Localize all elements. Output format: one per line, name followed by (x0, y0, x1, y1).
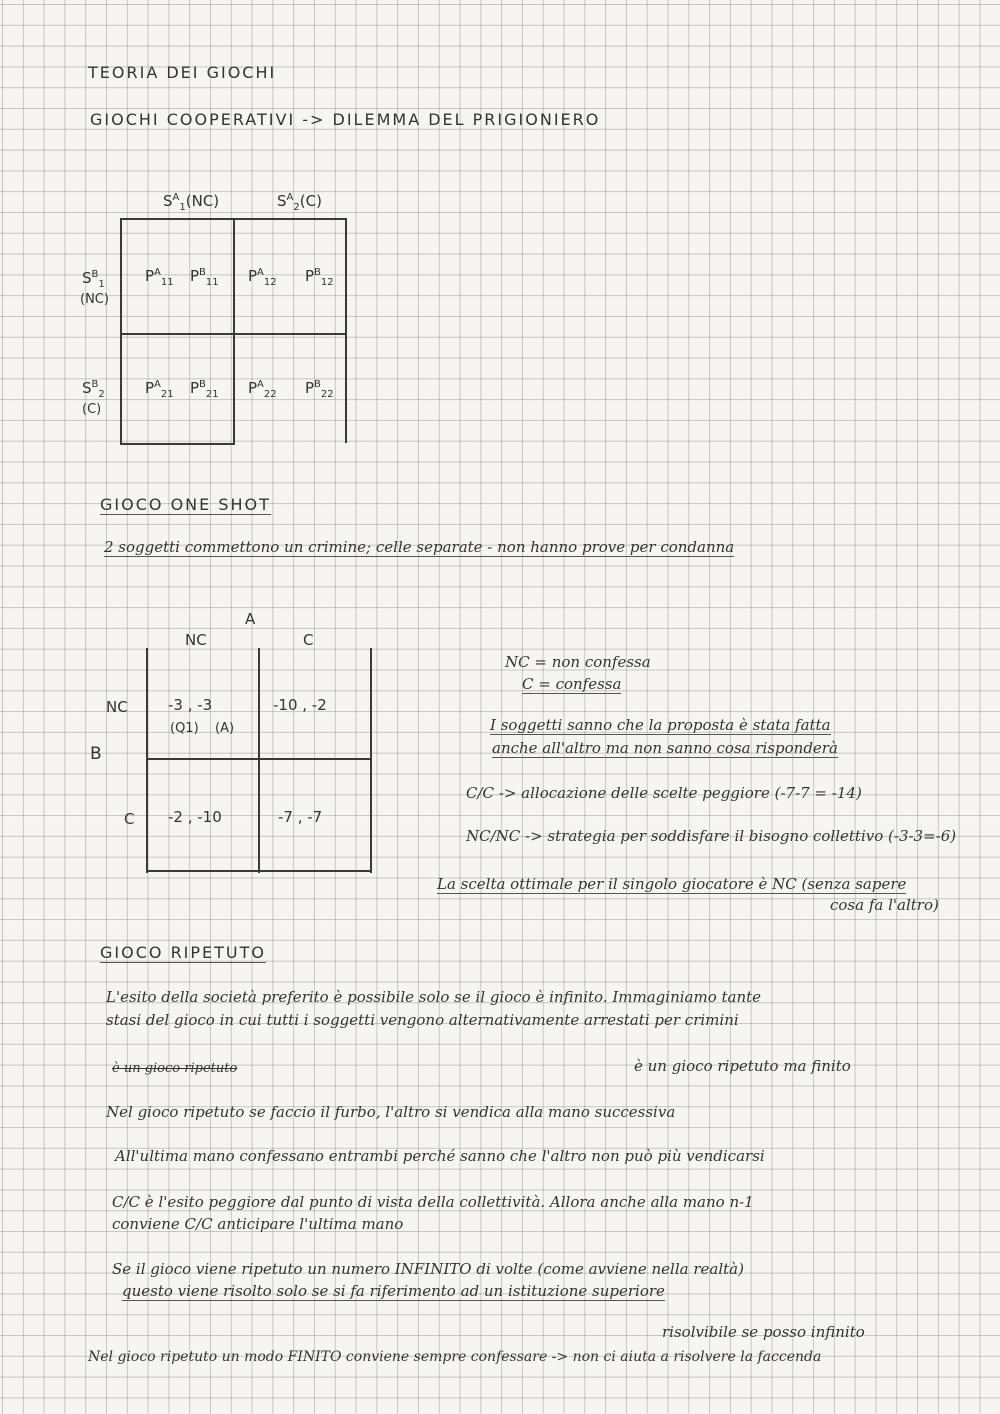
cell-nc-nc-note-right: (A) (215, 721, 235, 736)
repeated-para-5a: Se il gioco viene ripetuto un numero INFINITO di volte (come avviene nella realtà) (112, 1260, 744, 1278)
repeated-para-4b: conviene C/C anticipare l'ultima mano (112, 1215, 404, 1233)
strategy-b1-label: $S^B_1$ (82, 269, 105, 290)
repeated-para-2: Nel gioco ripetuto se faccio il furbo, l'altro si vendica alla mano successiva (106, 1103, 676, 1121)
repeated-para-7: Nel gioco ripetuto un modo FINITO conviene sempre confessare -> non ci aiuta a risolvere la faccenda (88, 1349, 822, 1365)
col-c-label: C (303, 631, 314, 649)
cell-c-nc: -2 , -10 (168, 808, 222, 826)
legend-nc: NC = non confessa (505, 653, 651, 671)
cell-nc-nc-note-left: (Q1) (170, 721, 199, 736)
note-line-2: anche all'altro ma non sanno cosa risponderà (492, 739, 838, 757)
repeated-para-5b: questo viene risolto solo se si fa riferimento ad un istituzione superiore (122, 1282, 665, 1300)
struck-out-text: è un gioco ripetuto (112, 1061, 238, 1076)
repeated-heading: GIOCO RIPETUTO (100, 943, 267, 962)
cell-nc-c: -10 , -2 (273, 696, 327, 714)
payoff-b-22: $P^B_{22}$ (305, 379, 334, 400)
repeated-para-1c: è un gioco ripetuto ma finito (634, 1057, 851, 1075)
page-title: TEORIA DEI GIOCHI (88, 63, 277, 82)
note-line-1: I soggetti sanno che la proposta è stata fatta (490, 716, 831, 734)
payoff-b-11: $P^B_{11}$ (190, 267, 219, 288)
payoff-a-21: $P^A_{21}$ (145, 379, 174, 400)
payoff-b-12: $P^B_{12}$ (305, 267, 334, 288)
strategy-b2-label: $S^B_2$ (82, 379, 105, 400)
cc-outcome-note: C/C -> allocazione delle scelte peggiore (-7-7 = -14) (466, 784, 862, 802)
repeated-para-3: All'ultima mano confessano entrambi perché sanno che l'altro non può più vendicarsi (115, 1147, 765, 1165)
optimal-choice-line-1: La scelta ottimale per il singolo giocatore è NC (senza sapere (437, 875, 907, 893)
player-b-label: B (90, 744, 102, 764)
strategy-b2-tag: (C) (82, 402, 102, 417)
payoff-b-21: $P^B_{21}$ (190, 379, 219, 400)
repeated-para-1a: L'esito della società preferito è possibile solo se il gioco è infinito. Immaginiamo tante (106, 988, 762, 1006)
payoff-a-22: $P^A_{22}$ (248, 379, 277, 400)
repeated-para-4a: C/C è l'esito peggiore dal punto di vista della collettività. Allora anche alla mano n-1 (112, 1193, 754, 1211)
repeated-para-1b: stasi del gioco in cui tutti i soggetti vengono alternativamente arrestati per crimini (106, 1011, 739, 1029)
cell-nc-nc: -3 , -3 (168, 696, 213, 714)
strategy-a2-label: $S^A_2(C)$ (277, 192, 322, 213)
legend-c: C = confessa (522, 675, 622, 693)
col-nc-label: NC (185, 631, 207, 649)
payoff-a-12: $P^A_{12}$ (248, 267, 277, 288)
player-a-label: A (245, 610, 256, 628)
repeated-para-6: risolvibile se posso infinito (662, 1323, 865, 1341)
one-shot-heading: GIOCO ONE SHOT (100, 495, 271, 514)
cell-c-c: -7 , -7 (278, 808, 323, 826)
ncnc-outcome-note: NC/NC -> strategia per soddisfare il bisogno collettivo (-3-3=-6) (466, 827, 957, 845)
one-shot-description: 2 soggetti commettono un crimine; celle separate - non hanno prove per condanna (104, 538, 735, 556)
strategy-a1-label: $S^A_1(NC)$ (163, 192, 220, 213)
payoff-a-11: $P^A_{11}$ (145, 267, 174, 288)
row-c-label: C (124, 810, 135, 828)
optimal-choice-line-2: cosa fa l'altro) (830, 896, 939, 914)
strategy-b1-tag: (NC) (80, 292, 109, 307)
page-subtitle: GIOCHI COOPERATIVI -> DILEMMA DEL PRIGIONIERO (90, 110, 601, 129)
row-nc-label: NC (106, 698, 128, 716)
